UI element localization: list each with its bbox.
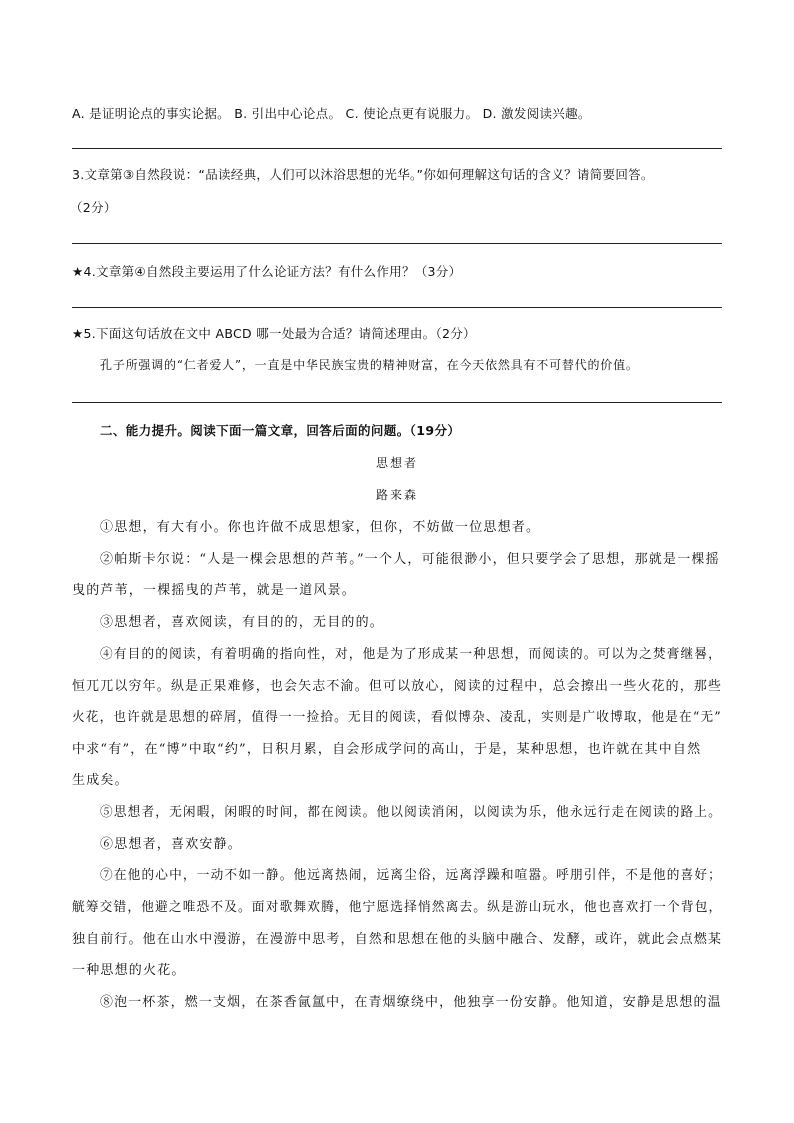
- article-paragraph: ⑥思想者，喜欢安静。: [100, 837, 243, 852]
- q2-options: A. 是证明论点的事实论据。 B. 引出中心论点。 C. 使论点更有说服力。 D. 激发阅读兴趣。: [72, 106, 591, 121]
- answer-line: [72, 307, 722, 308]
- article-paragraph: 一种思想的火花。: [72, 963, 186, 978]
- article-paragraph: 曳的芦苇，一棵摇曳的芦苇，就是一道风景。: [72, 583, 357, 598]
- q3-text: 3.文章第③自然段说：“品读经典，人们可以沐浴思想的光华。”你如何理解这句话的含义？请简要回答。: [72, 167, 654, 182]
- article-paragraph: ⑤思想者，无闲暇，闲暇的时间，都在阅读。他以阅读消闲，以阅读为乐，他永远行走在阅读的路上。: [100, 805, 723, 820]
- answer-line: [72, 243, 722, 244]
- article-paragraph: ①思想，有大有小。你也许做不成思想家，但你，不妨做一位思想者。: [100, 520, 541, 535]
- q4-text: ★4.文章第④自然段主要运用了什么论证方法？有什么作用？（3分）: [72, 264, 462, 279]
- article-paragraph: 生成矣。: [72, 773, 129, 788]
- article-paragraph: 独自前行。他在山水中漫游，在漫游中思考，自然和思想在他的头脑中融合、发酵，或许，就此会点燃某: [72, 932, 723, 947]
- article-paragraph: 火花，也许就是思想的碎屑，值得一一捡拾。无目的阅读，看似博杂、凌乱，实则是广收博取，他是在“无”: [72, 710, 722, 725]
- q5-text: ★5.下面这句话放在文中 ABCD 哪一处最为合适？请简述理由。（2分）: [72, 326, 476, 341]
- article-paragraph: 觥筹交错，他避之唯恐不及。面对歌舞欢腾，他宁愿选择悄然离去。纵是游山玩水，他也喜欢打一个背包，: [72, 900, 723, 915]
- article-paragraph: ②帕斯卡尔说：“人是一棵会思想的芦苇。”一个人，可能很渺小，但只要学会了思想，那就是一棵摇: [100, 552, 720, 567]
- article-paragraph: 中求“有”，在“博”中取“约”，日积月累，自会形成学问的高山，于是，某种思想，也许就在其中自然: [72, 742, 702, 757]
- article-paragraph: ③思想者，喜欢阅读，有目的的，无目的的。: [100, 615, 385, 630]
- article-paragraph: ⑧泡一杯茶，燃一支烟，在茶香氤氲中，在青烟缭绕中，他独享一份安静。他知道，安静是思想的温: [100, 995, 722, 1010]
- q5-quote: 孔子所强调的“仁者爱人”，一直是中华民族宝贵的精神财富，在今天依然具有不可替代的价值。: [100, 358, 639, 372]
- article-paragraph: 恒兀兀以穷年。纵是正果难修，也会矢志不渝。但可以放心，阅读的过程中，总会擦出一些火花的，那些: [72, 679, 723, 694]
- article-paragraph: ④有目的的阅读，有着明确的指向性，对，他是为了形成某一种思想，而阅读的。可以为之焚膏继晷，: [100, 647, 723, 662]
- article-paragraph: ⑦在他的心中，一动不如一静。他远离热闹，远离尘俗，远离浮躁和喧嚣。呼朋引伴，不是他的喜好；: [100, 868, 723, 883]
- answer-line: [72, 402, 722, 403]
- article-author: 路来森: [375, 488, 418, 502]
- answer-line: [72, 148, 722, 149]
- article-title: 思想者: [375, 456, 418, 470]
- q3-score: （2分）: [70, 200, 117, 215]
- section-heading: 二、能力提升。阅读下面一篇文章，回答后面的问题。（19分）: [100, 423, 461, 438]
